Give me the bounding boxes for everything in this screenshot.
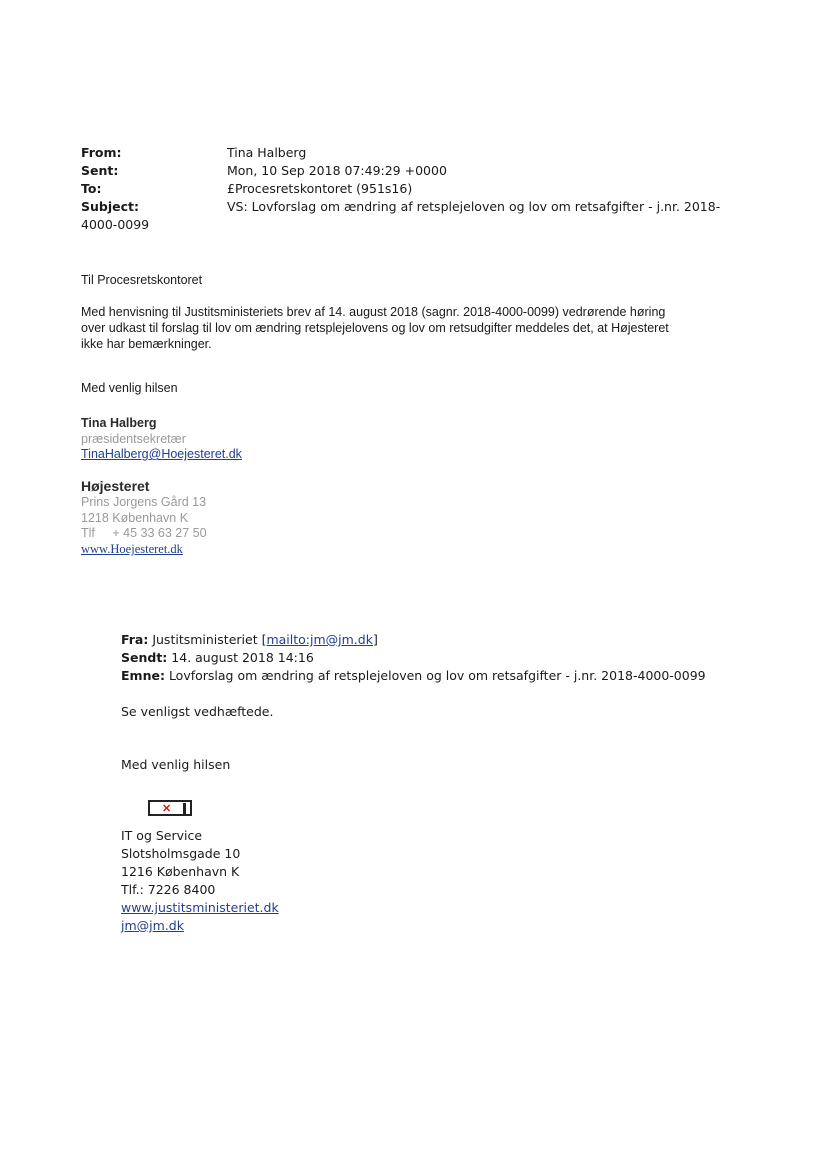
fwd-email-link[interactable]: jm@jm.dk (121, 918, 184, 933)
signature-phone-row (81, 525, 207, 541)
paragraph-line-2: over udkast til forslag til lov om ændring retsplejelovens og lov om retsudgifter meddeles det, at Højesteret (81, 321, 669, 335)
signature-address-1: Prins Jorgens Gård 13 (81, 495, 207, 509)
signature-website-link[interactable]: www.Hoejesteret.dk (81, 542, 183, 556)
subject-continuation: 4000-0099 (81, 217, 150, 232)
from-value: Tina Halberg (227, 145, 307, 160)
fwd-subject-label: Emne: (121, 668, 165, 683)
fwd-city: 1216 København K (121, 864, 240, 879)
phone-value: + 45 33 63 27 50 (112, 526, 207, 540)
fwd-mailto-link[interactable]: mailto:jm@jm.dk (266, 632, 373, 647)
sent-value: Mon, 10 Sep 2018 07:49:29 +0000 (227, 163, 447, 178)
fwd-subject-value: Lovforslag om ændring af retsplejeloven og lov om retsafgifter - j.nr. 2018-4000-0099 (168, 668, 706, 683)
paragraph-line-1: Med henvisning til Justitsministeriets brev af 14. august 2018 (sagnr. 2018-4000-0099) vedrørende høring (81, 305, 666, 319)
phone-label: Tlf (81, 526, 95, 540)
signature-address-2: 1218 København K (81, 511, 189, 525)
fwd-phone: Tlf.: 7226 8400 (121, 882, 216, 897)
subject-label: Subject: (81, 199, 139, 214)
fwd-sent-row (121, 649, 314, 667)
fwd-sent-label: Sendt: (121, 650, 168, 665)
sent-label: Sent: (81, 163, 119, 178)
paragraph-line-3: ikke har bemærkninger. (81, 337, 212, 351)
to-value: £Procesretskontoret (951s16) (227, 181, 413, 196)
fwd-street: Slotsholmsgade 10 (121, 846, 241, 861)
message-paragraph (81, 304, 761, 352)
signature-title: præsidentsekretær (81, 432, 186, 446)
fwd-sent-value: 14. august 2018 14:16 (171, 650, 314, 665)
greeting: Til Procesretskontoret (81, 273, 203, 287)
subject-value: VS: Lovforslag om ændring af retsplejeloven og lov om retsafgifter - j.nr. 2018- (227, 199, 721, 214)
broken-image-icon: ✕ (148, 800, 192, 816)
fwd-website-link[interactable]: www.justitsministeriet.dk (121, 900, 279, 915)
fwd-closing: Med venlig hilsen (121, 757, 231, 772)
from-label: From: (81, 145, 122, 160)
fwd-from-value: Justitsministeriet (152, 632, 258, 647)
fwd-from-row: Fra: Justitsministeriet [mailto:jm@jm.dk] (121, 632, 378, 647)
to-label: To: (81, 181, 102, 196)
email-header (0, 144, 828, 234)
fwd-from-label: Fra: (121, 632, 149, 647)
signature-email-link[interactable]: TinaHalberg@Hoejesteret.dk (81, 447, 242, 461)
signature-name: Tina Halberg (81, 416, 157, 430)
signature-org: Højesteret (81, 478, 150, 494)
fwd-body: Se venligst vedhæftede. (121, 704, 274, 719)
fwd-dept: IT og Service (121, 828, 203, 843)
fwd-subject-row (121, 667, 706, 685)
closing: Med venlig hilsen (81, 381, 178, 395)
